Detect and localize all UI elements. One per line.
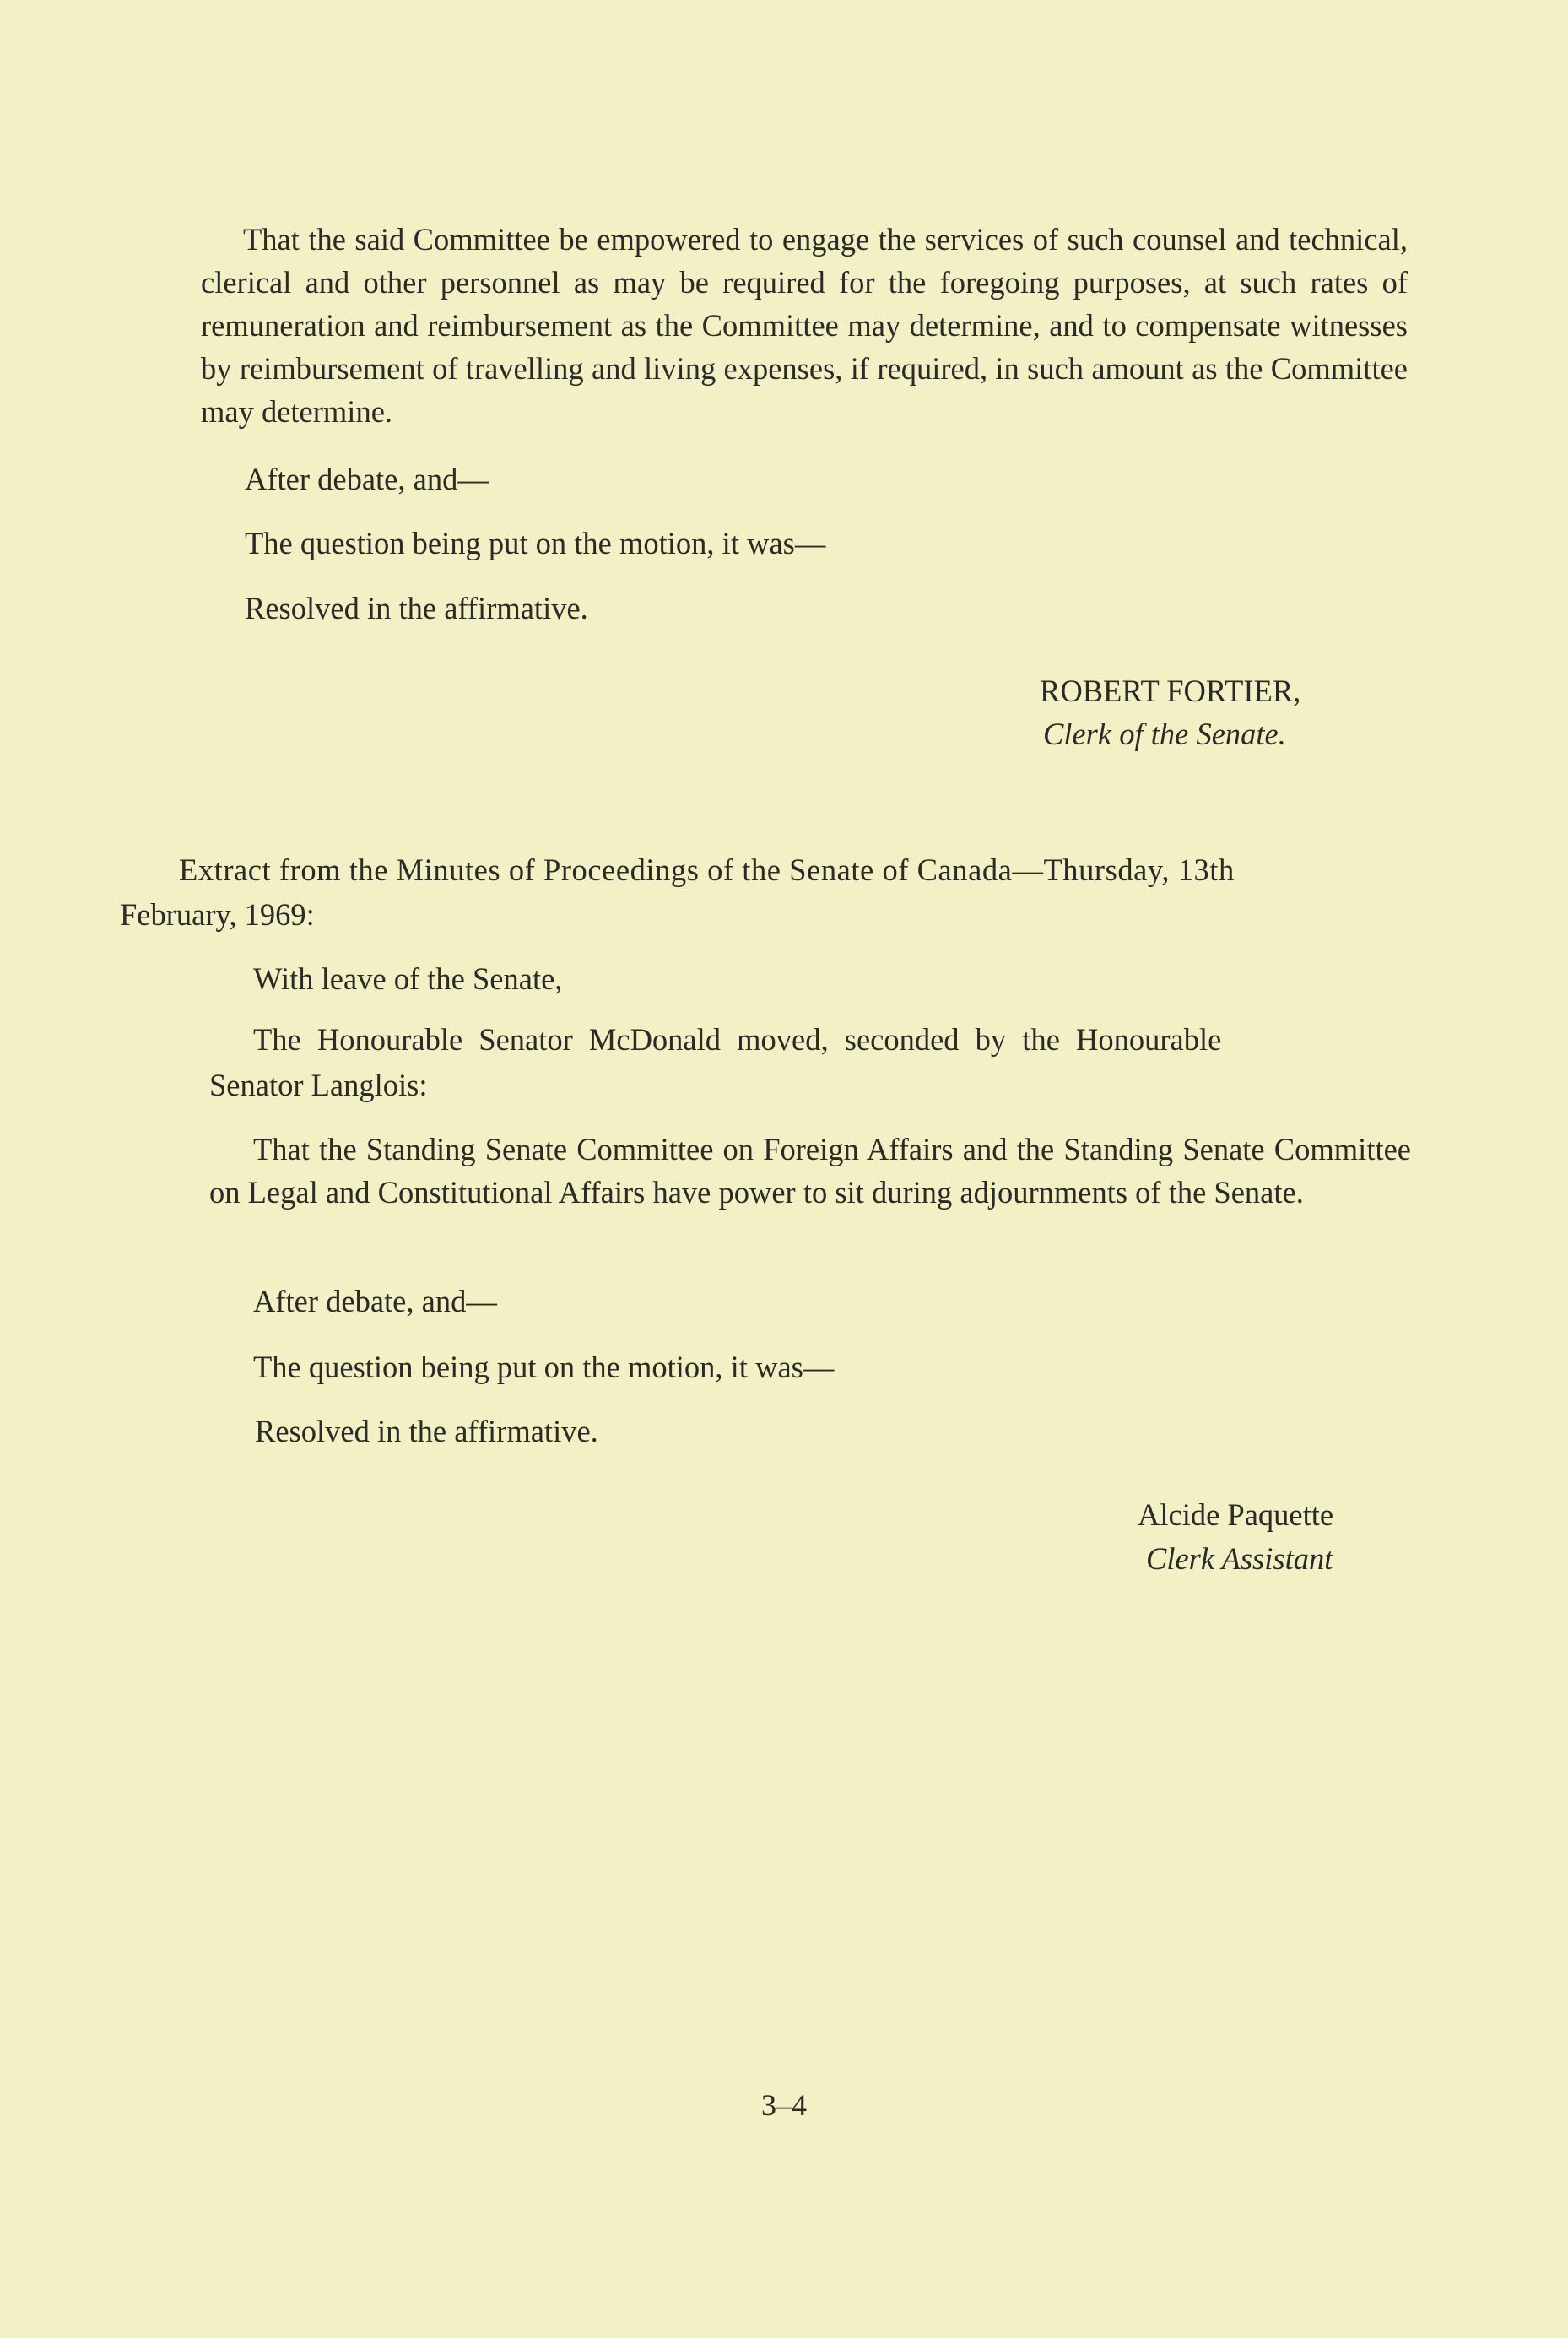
leave-of-senate: With leave of the Senate, — [253, 961, 563, 996]
after-debate-1: After debate, and— — [245, 462, 489, 496]
extract-heading-line1: Extract from the Minutes of Proceedings of the Senate of Canada—Thursday, 13th — [179, 852, 1235, 887]
question-1: The question being put on the motion, it was— — [245, 526, 826, 560]
moved-line2: Senator Langlois: — [209, 1068, 428, 1102]
signature-title-2: Clerk Assistant — [1146, 1541, 1333, 1576]
question-2: The question being put on the motion, it was— — [253, 1350, 835, 1384]
signature-name-2: Alcide Paquette — [1138, 1497, 1334, 1532]
signature-title-1: Clerk of the Senate. — [1043, 717, 1286, 751]
motion-paragraph: That the Standing Senate Committee on Foreign Affairs and the Standing Senate Committee on Legal and Constitutional Affairs have power to sit during adjournments of the Senate. — [209, 1132, 1411, 1210]
resolved-2: Resolved in the affirmative. — [255, 1414, 598, 1448]
moved-line1: The Honourable Senator McDonald moved, seconded by the Honourable — [253, 1022, 1222, 1057]
extract-heading-line2: February, 1969: — [120, 897, 315, 932]
show-through — [152, 397, 160, 439]
signature-name-1: ROBERT FORTIER, — [1040, 674, 1301, 708]
after-debate-2: After debate, and— — [253, 1284, 497, 1318]
counsel-paragraph: That the said Committee be empowered to engage the services of such counsel and technical, clerical and other personnel as may be required for the foregoing purposes, at such rates of remuneration and reimbursement as the Committee may determine, and to compensate witnesses by reimbursement of travelling and living expenses, if required, in such amount as the Committee may determine. — [201, 222, 1408, 429]
resolved-1: Resolved in the affirmative. — [245, 591, 588, 625]
page-number: 3–4 — [761, 2088, 807, 2122]
